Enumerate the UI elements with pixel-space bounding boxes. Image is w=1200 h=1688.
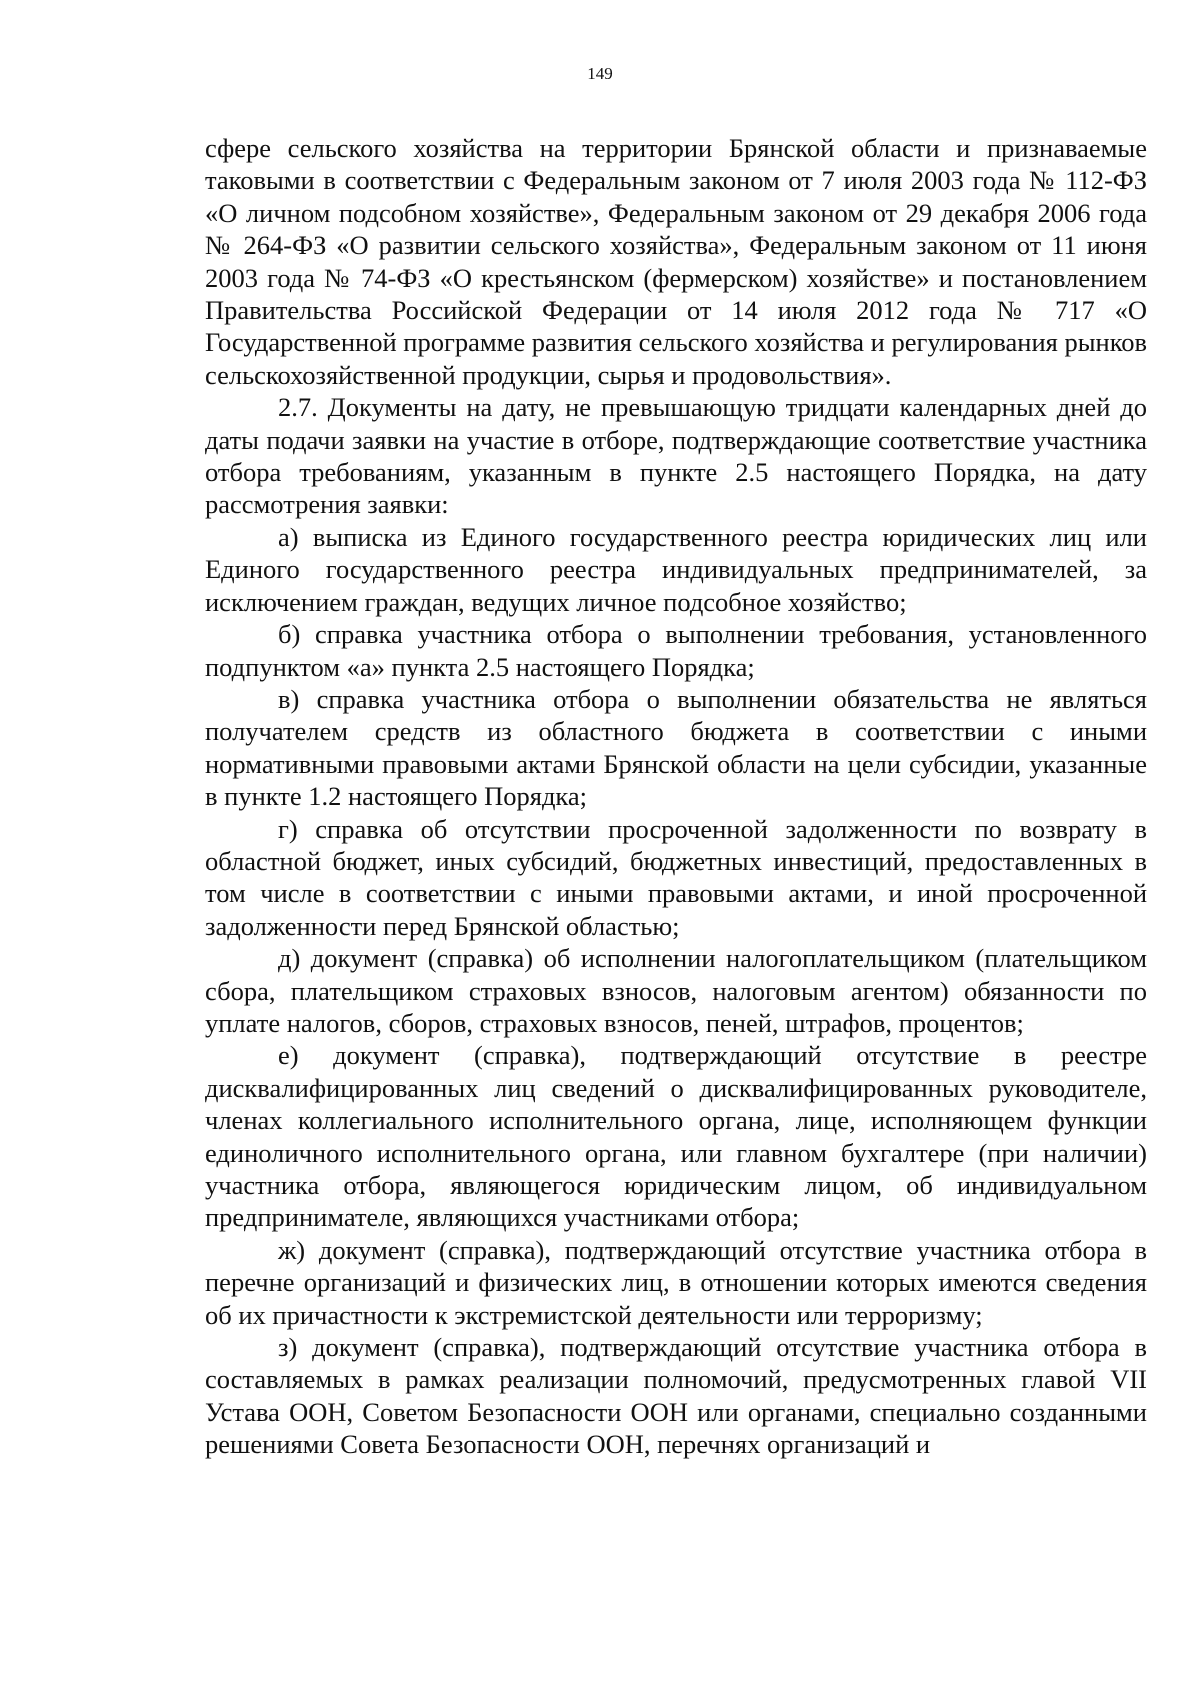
list-item-zh: ж) документ (справка), подтверждающий отсутствие участника отбора в перечне организаций и физических лиц, в отношении которых имеются сведения об их причастности к экстремистской деятельности или терроризму;	[205, 1234, 1147, 1330]
list-item-d: д) документ (справка) об исполнении налогоплательщиком (плательщиком сбора, плательщиком страховых взносов, налоговым агентом) обязанности по уплате налогов, сборов, страховых взносов, пеней, штрафов, процентов;	[205, 943, 1147, 1038]
paragraph-2-7: 2.7. Документы на дату, не превышающую тридцати календарных дней до даты подачи заявки на участие в отборе, подтверждающие соответствие участника отбора требованиям, указанным в пункте 2.5 настоящего Порядка, на дату рассмотрения заявки:	[205, 392, 1147, 520]
list-item-b: б) справка участника отбора о выполнении требования, установленного подпунктом «а» пункта 2.5 настоящего Порядка;	[205, 619, 1147, 682]
list-item-z: з) документ (справка), подтверждающий отсутствие участника отбора в составляемых в рамках реализации полномочий, предусмотренных главой VII Устава ООН, Советом Безопасности ООН или органами, специально созданными решениями Совета Безопасности ООН, перечнях организаций и	[205, 1332, 1147, 1460]
document-body	[205, 132, 1147, 1461]
list-item-e: е) документ (справка), подтверждающий отсутствие в реестре дисквалифицированных лиц сведений о дисквалифицированных руководителе, членах коллегиального исполнительного органа, лице, исполняющем функции единоличного исполнительного органа, или главном бухгалтере (при наличии) участника отбора, являющегося юридическим лицом, об индивидуальном предпринимателе, являющихся участниками отбора;	[205, 1040, 1147, 1233]
page-number: 149	[587, 64, 613, 83]
paragraph-intro-continuation: сфере сельского хозяйства на территории Брянской области и признаваемые таковыми в соответствии с Федеральным законом от 7 июля 2003 года № 112-ФЗ «О личном подсобном хозяйстве», Федеральным законом от 29 декабря 2006 года № 264-ФЗ «О развитии сельского хозяйства», Федеральным законом от 11 июня 2003 года № 74-ФЗ «О крестьянском (фермерском) хозяйстве» и постановлением Правительства Российской Федерации от 14 июля 2012 года № 717 «О Государственной программе развития сельского хозяйства и регулирования рынков сельскохозяйственной продукции, сырья и продовольствия».	[205, 133, 1147, 390]
list-item-v: в) справка участника отбора о выполнении обязательства не являться получателем средств из областного бюджета в соответствии с иными нормативными правовыми актами Брянской области на цели субсидии, указанные в пункте 1.2 настоящего Порядка;	[205, 683, 1147, 812]
list-item-g: г) справка об отсутствии просроченной задолженности по возврату в областной бюджет, иных субсидий, бюджетных инвестиций, предоставленных в том числе в соответствии с иными правовыми актами, и иной просроченной задолженности перед Брянской областью;	[205, 813, 1147, 941]
list-item-a: а) выписка из Единого государственного реестра юридических лиц или Единого государственного реестра индивидуальных предпринимателей, за исключением граждан, ведущих личное подсобное хозяйство;	[205, 521, 1147, 617]
